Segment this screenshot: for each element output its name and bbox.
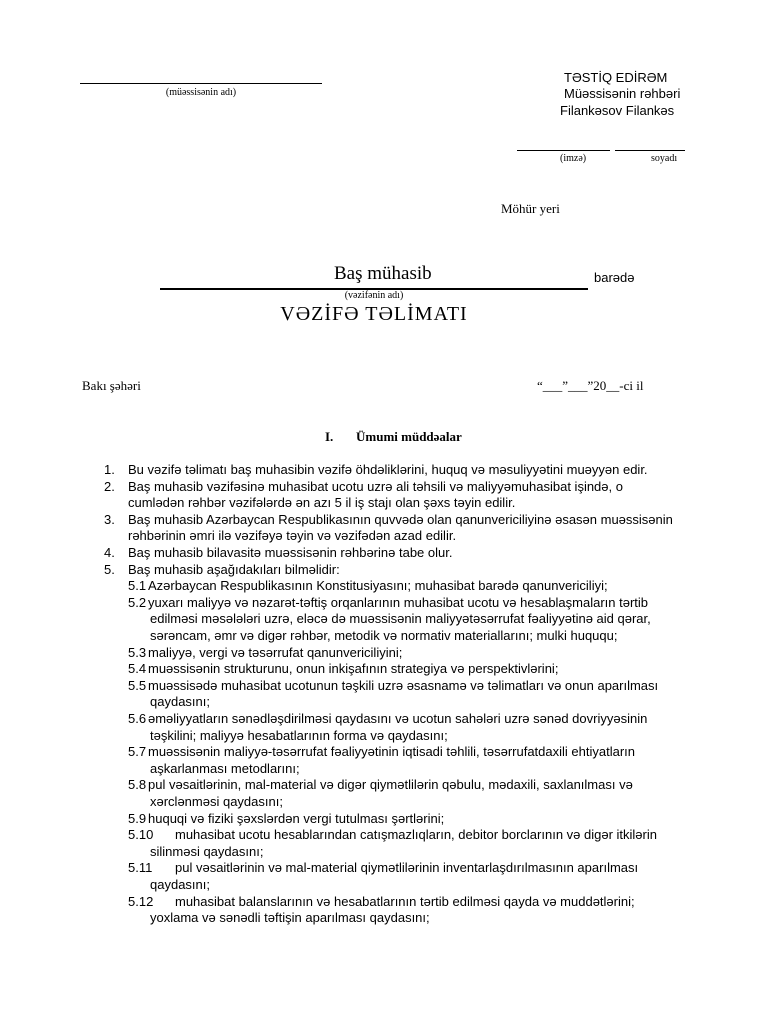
subitem-line: qaydasını; (150, 694, 210, 710)
surname-line (615, 150, 685, 151)
list-item-number: 4. (104, 545, 115, 560)
city-label: Bakı şəhəri (82, 378, 141, 393)
subitem-line: muəssisənin strukturunu, onun inkişafının strategiya və perspektivlərini; (148, 661, 559, 677)
subitem-line: pul vəsaitlərinin, mal-material və digər qiymətlilərin qəbulu, mədaxili, saxlanılması və (148, 777, 633, 793)
subitem-number: 5.12 (128, 893, 154, 909)
subitem-line: xərclənməsi qaydasını; (150, 794, 283, 809)
subitem-number: 5.11 (128, 860, 153, 876)
subitem-line: edilməsi məsələləri uzrə, eləcə də muəssisənin maliyyətəsərrufat fəaliyyətinə aid qərar, (150, 611, 651, 627)
subitem-number: 5.3 (128, 644, 147, 660)
about-label: barədə (594, 270, 635, 285)
subitem-number: 5.2 (128, 594, 147, 610)
subitem-number: 5.4 (128, 661, 147, 677)
subitem-number: 5.1 (128, 578, 147, 594)
list-item-number: 5. (104, 561, 115, 577)
subitem-line: qaydasını; (150, 877, 210, 892)
subitem-line: sərəncam, əmr və digər rəhbər, metodik və normativ materiallarını; mulki huququ; (150, 628, 618, 643)
list-item-line: Baş muhasib aşağıdakıları bilməlidir: (128, 561, 340, 577)
subitem-number: 5.8 (128, 777, 147, 793)
subitem-line: aşkarlanması metodlarını; (150, 760, 300, 776)
subitem-line: muəssisənin maliyyə-təsərrufat fəaliyyətinin iqtisadi təhlili, təsərrufatdaxili ehtiyatların (148, 744, 635, 760)
date-field: “___”___”20__-ci il (537, 378, 644, 393)
list-item-line: cumlədən rəhbər vəzifələrdə ən azı 5 il iş stajı olan şəxs təyin edilir. (128, 495, 516, 511)
section-number: I. (325, 429, 334, 444)
list-item-number: 3. (104, 511, 115, 527)
org-name-line (80, 83, 322, 84)
approve-title: TƏSTİQ EDİRƏM (564, 70, 668, 85)
subitem-line: muhasibat ucotu hesablarından catışmazlıqların, debitor borclarının və digər itkilərin (175, 827, 657, 843)
section-title: Ümumi müddəalar (356, 429, 462, 444)
list-item-line: Baş muhasib bilavasitə muəssisənin rəhbərinə tabe olur. (128, 545, 453, 560)
approve-role: Müəssisənin rəhbəri (564, 86, 681, 101)
subitem-line: yuxarı maliyyə və nəzarət-təftiş orqanlarının muhasibat ucotu və hesablaşmaların tərtib (148, 594, 649, 610)
list-item-line: rəhbərinin əmri ilə vəzifəyə təyin və vəzifədən azad edilir. (128, 528, 457, 544)
list-item-line: Baş muhasib Azərbaycan Respublikasının quvvədə olan qanunvericiliyinə əsasən muəssisənin (128, 511, 673, 527)
subitem-number: 5.7 (128, 744, 147, 760)
subitem-number: 5.9 (128, 810, 147, 826)
subitem-line: huquqi və fiziki şəxslərdən vergi tutulması şərtlərini; (148, 810, 445, 826)
subitem-line: pul vəsaitlərinin və mal-material qiymətlilərinin inventarlaşdırılmasının aparılması (175, 860, 639, 876)
position-title: Baş mühasib (334, 263, 432, 284)
subitem-line: əməliyyatların sənədləşdirilməsi qaydasını və ucotun sahələri uzrə sənəd dovriyyəsinin (148, 711, 648, 726)
surname-caption: soyadı (651, 153, 678, 164)
approve-name: Filankəsov Filankəs (560, 103, 675, 118)
subitem-line: Azərbaycan Respublikasının Konstitusiyasını; muhasibat barədə qanunvericiliyi; (148, 578, 608, 594)
subitem-number: 5.5 (128, 677, 147, 693)
subitem-line: təşkilini; maliyyə hesabatlarının forma və qaydasını; (150, 727, 448, 743)
list-item-number: 1. (104, 462, 115, 477)
seal-place: Möhür yeri (501, 201, 560, 216)
subitem-line: yoxlama və sənədli təftişin aparılması qaydasını; (150, 910, 430, 926)
subitem-number: 5.6 (128, 711, 147, 726)
subitem-line: maliyyə, vergi və təsərrufat qanunvericiliyini; (148, 644, 403, 660)
org-name-caption: (müəssisənin adı) (165, 87, 237, 98)
subitem-number: 5.10 (128, 827, 154, 843)
list-item-number: 2. (104, 478, 115, 494)
subitem-line: muhasibat balanslarının və hesabatlarının tərtib edilməsi qayda və muddətlərini; (175, 893, 635, 909)
document-title: VƏZİFƏ TƏLİMATI (280, 303, 468, 325)
signature-line (517, 150, 610, 151)
subitem-line: muəssisədə muhasibat ucotunun təşkili uzrə əsasnamə və təlimatları və onun aparılması (148, 677, 659, 693)
list-item-line: Bu vəzifə təlimatı baş muhasibin vəzifə öhdəliklərini, huquq və məsuliyyətini muəyyən edir. (128, 462, 648, 477)
subitem-line: silinməsi qaydasını; (150, 843, 264, 859)
signature-caption: (imzə) (560, 153, 587, 164)
list-item-line: Baş muhasib vəzifəsinə muhasibat ucotu uzrə ali təhsili və maliyyəmuhasibat işində, o (128, 478, 623, 494)
position-caption: (vəzifənin adı) (344, 290, 404, 301)
